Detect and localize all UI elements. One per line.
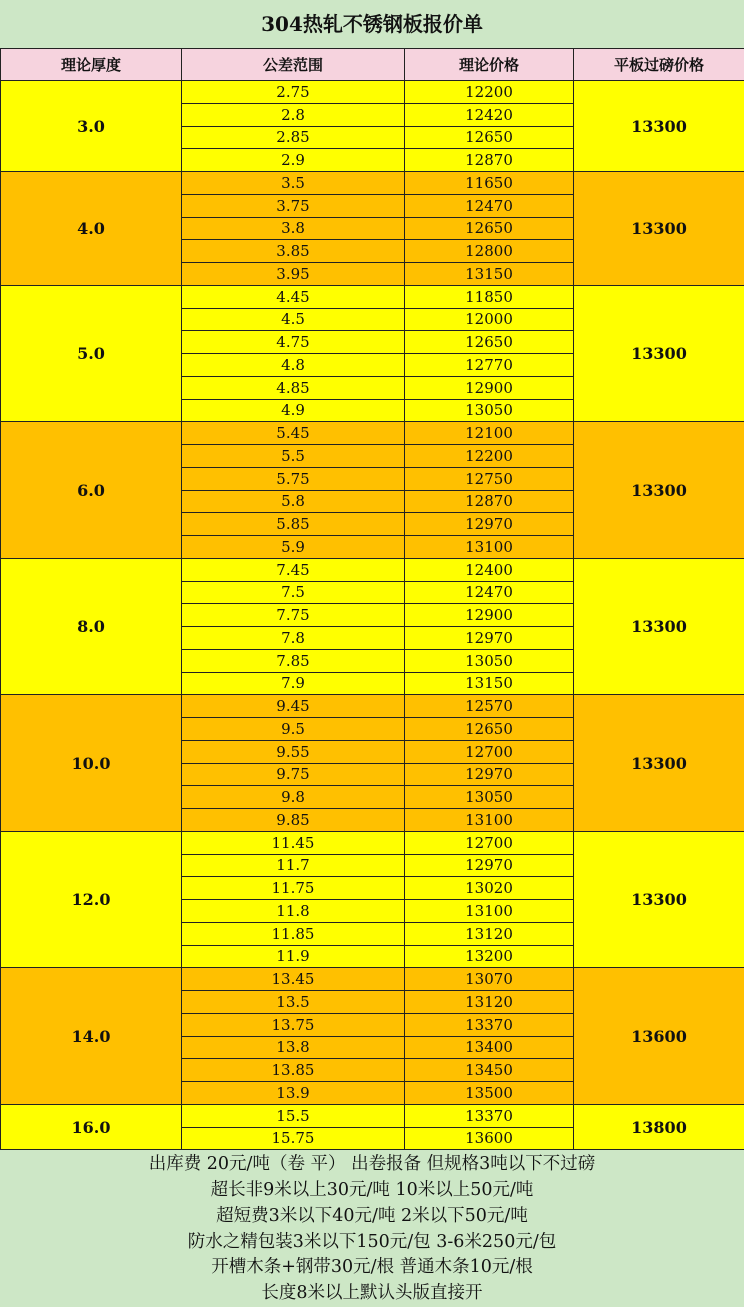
theoretical-price-cell: 12650 bbox=[405, 217, 574, 240]
notes-section bbox=[0, 1150, 744, 1307]
theoretical-price-cell: 12770 bbox=[405, 354, 574, 377]
tolerance-cell: 15.75 bbox=[182, 1127, 405, 1150]
tolerance-cell: 7.5 bbox=[182, 581, 405, 604]
table-row bbox=[1, 558, 744, 581]
theoretical-price-cell: 13070 bbox=[405, 968, 574, 991]
weighed-price-cell: 13300 bbox=[574, 172, 744, 286]
sheet-title: 304热轧不锈钢板报价单 bbox=[0, 0, 744, 48]
theoretical-price-cell: 12570 bbox=[405, 695, 574, 718]
table-row bbox=[1, 968, 744, 991]
tolerance-cell: 3.95 bbox=[182, 263, 405, 286]
tolerance-cell: 3.75 bbox=[182, 194, 405, 217]
thickness-cell: 5.0 bbox=[1, 285, 182, 422]
table-body bbox=[1, 81, 744, 1150]
theoretical-price-cell: 13500 bbox=[405, 1082, 574, 1105]
theoretical-price-cell: 12900 bbox=[405, 604, 574, 627]
tolerance-cell: 5.45 bbox=[182, 422, 405, 445]
theoretical-price-cell: 13370 bbox=[405, 1013, 574, 1036]
tolerance-cell: 11.75 bbox=[182, 877, 405, 900]
thickness-cell: 10.0 bbox=[1, 695, 182, 832]
theoretical-price-cell: 13050 bbox=[405, 786, 574, 809]
theoretical-price-cell: 11850 bbox=[405, 285, 574, 308]
theoretical-price-cell: 12470 bbox=[405, 581, 574, 604]
theoretical-price-cell: 12970 bbox=[405, 854, 574, 877]
theoretical-price-cell: 12650 bbox=[405, 126, 574, 149]
tolerance-cell: 5.85 bbox=[182, 513, 405, 536]
tolerance-cell: 5.5 bbox=[182, 445, 405, 468]
tolerance-cell: 7.8 bbox=[182, 627, 405, 650]
tolerance-cell: 7.9 bbox=[182, 672, 405, 695]
weighed-price-cell: 13300 bbox=[574, 81, 744, 172]
weighed-price-cell: 13800 bbox=[574, 1104, 744, 1150]
tolerance-cell: 4.5 bbox=[182, 308, 405, 331]
tolerance-cell: 9.75 bbox=[182, 763, 405, 786]
theoretical-price-cell: 12870 bbox=[405, 149, 574, 172]
theoretical-price-cell: 13100 bbox=[405, 900, 574, 923]
theoretical-price-cell: 13400 bbox=[405, 1036, 574, 1059]
table-row bbox=[1, 81, 744, 104]
theoretical-price-cell: 12870 bbox=[405, 490, 574, 513]
weighed-price-cell: 13300 bbox=[574, 422, 744, 559]
note-line: 开槽木条+钢带30元/根 普通木条10元/根 bbox=[0, 1255, 744, 1281]
thickness-cell: 12.0 bbox=[1, 831, 182, 968]
weighed-price-cell: 13300 bbox=[574, 558, 744, 695]
note-line: 防水之精包装3米以下150元/包 3-6米250元/包 bbox=[0, 1230, 744, 1256]
tolerance-cell: 4.8 bbox=[182, 354, 405, 377]
tolerance-cell: 3.8 bbox=[182, 217, 405, 240]
tolerance-cell: 4.75 bbox=[182, 331, 405, 354]
price-table bbox=[0, 48, 744, 1150]
note-line: 长度8米以上默认头版直接开 bbox=[0, 1281, 744, 1307]
tolerance-cell: 7.85 bbox=[182, 649, 405, 672]
tolerance-cell: 4.85 bbox=[182, 376, 405, 399]
tolerance-cell: 2.9 bbox=[182, 149, 405, 172]
tolerance-cell: 13.85 bbox=[182, 1059, 405, 1082]
theoretical-price-cell: 12900 bbox=[405, 376, 574, 399]
header-row bbox=[1, 49, 744, 81]
theoretical-price-cell: 12000 bbox=[405, 308, 574, 331]
theoretical-price-cell: 13100 bbox=[405, 809, 574, 832]
tolerance-cell: 15.5 bbox=[182, 1104, 405, 1127]
header-tolerance: 公差范围 bbox=[182, 49, 405, 81]
tolerance-cell: 5.8 bbox=[182, 490, 405, 513]
table-row bbox=[1, 285, 744, 308]
tolerance-cell: 13.9 bbox=[182, 1082, 405, 1105]
header-weighed-price: 平板过磅价格 bbox=[574, 49, 744, 81]
theoretical-price-cell: 13600 bbox=[405, 1127, 574, 1150]
theoretical-price-cell: 12470 bbox=[405, 194, 574, 217]
header-thickness: 理论厚度 bbox=[1, 49, 182, 81]
theoretical-price-cell: 13370 bbox=[405, 1104, 574, 1127]
theoretical-price-cell: 13020 bbox=[405, 877, 574, 900]
theoretical-price-cell: 13100 bbox=[405, 536, 574, 559]
tolerance-cell: 5.9 bbox=[182, 536, 405, 559]
table-row bbox=[1, 831, 744, 854]
thickness-cell: 4.0 bbox=[1, 172, 182, 286]
table-row bbox=[1, 172, 744, 195]
tolerance-cell: 11.7 bbox=[182, 854, 405, 877]
thickness-cell: 8.0 bbox=[1, 558, 182, 695]
header-theoretical-price: 理论价格 bbox=[405, 49, 574, 81]
theoretical-price-cell: 13050 bbox=[405, 399, 574, 422]
thickness-cell: 14.0 bbox=[1, 968, 182, 1105]
thickness-cell: 16.0 bbox=[1, 1104, 182, 1150]
tolerance-cell: 9.85 bbox=[182, 809, 405, 832]
tolerance-cell: 4.9 bbox=[182, 399, 405, 422]
theoretical-price-cell: 12200 bbox=[405, 81, 574, 104]
tolerance-cell: 11.8 bbox=[182, 900, 405, 923]
theoretical-price-cell: 12970 bbox=[405, 763, 574, 786]
thickness-cell: 6.0 bbox=[1, 422, 182, 559]
note-line: 超短费3米以下40元/吨 2米以下50元/吨 bbox=[0, 1204, 744, 1230]
tolerance-cell: 5.75 bbox=[182, 467, 405, 490]
theoretical-price-cell: 12420 bbox=[405, 103, 574, 126]
weighed-price-cell: 13300 bbox=[574, 695, 744, 832]
tolerance-cell: 9.8 bbox=[182, 786, 405, 809]
theoretical-price-cell: 13200 bbox=[405, 945, 574, 968]
theoretical-price-cell: 13450 bbox=[405, 1059, 574, 1082]
table-row bbox=[1, 695, 744, 718]
theoretical-price-cell: 12970 bbox=[405, 627, 574, 650]
tolerance-cell: 3.85 bbox=[182, 240, 405, 263]
weighed-price-cell: 13600 bbox=[574, 968, 744, 1105]
tolerance-cell: 13.75 bbox=[182, 1013, 405, 1036]
table-row bbox=[1, 1104, 744, 1127]
tolerance-cell: 13.45 bbox=[182, 968, 405, 991]
theoretical-price-cell: 12400 bbox=[405, 558, 574, 581]
theoretical-price-cell: 12700 bbox=[405, 831, 574, 854]
theoretical-price-cell: 12650 bbox=[405, 718, 574, 741]
theoretical-price-cell: 13150 bbox=[405, 672, 574, 695]
tolerance-cell: 4.45 bbox=[182, 285, 405, 308]
theoretical-price-cell: 12970 bbox=[405, 513, 574, 536]
weighed-price-cell: 13300 bbox=[574, 285, 744, 422]
note-line: 超长非9米以上30元/吨 10米以上50元/吨 bbox=[0, 1178, 744, 1204]
theoretical-price-cell: 12650 bbox=[405, 331, 574, 354]
theoretical-price-cell: 13120 bbox=[405, 991, 574, 1014]
tolerance-cell: 9.5 bbox=[182, 718, 405, 741]
theoretical-price-cell: 12700 bbox=[405, 740, 574, 763]
theoretical-price-cell: 11650 bbox=[405, 172, 574, 195]
theoretical-price-cell: 12200 bbox=[405, 445, 574, 468]
theoretical-price-cell: 13050 bbox=[405, 649, 574, 672]
theoretical-price-cell: 13150 bbox=[405, 263, 574, 286]
tolerance-cell: 7.45 bbox=[182, 558, 405, 581]
table-row bbox=[1, 422, 744, 445]
theoretical-price-cell: 13120 bbox=[405, 922, 574, 945]
note-line: 出库费 20元/吨（卷 平） 出卷报备 但规格3吨以下不过磅 bbox=[0, 1152, 744, 1178]
theoretical-price-cell: 12100 bbox=[405, 422, 574, 445]
tolerance-cell: 2.8 bbox=[182, 103, 405, 126]
tolerance-cell: 9.45 bbox=[182, 695, 405, 718]
tolerance-cell: 11.85 bbox=[182, 922, 405, 945]
tolerance-cell: 13.8 bbox=[182, 1036, 405, 1059]
tolerance-cell: 3.5 bbox=[182, 172, 405, 195]
thickness-cell: 3.0 bbox=[1, 81, 182, 172]
theoretical-price-cell: 12750 bbox=[405, 467, 574, 490]
tolerance-cell: 11.45 bbox=[182, 831, 405, 854]
tolerance-cell: 9.55 bbox=[182, 740, 405, 763]
tolerance-cell: 11.9 bbox=[182, 945, 405, 968]
theoretical-price-cell: 12800 bbox=[405, 240, 574, 263]
tolerance-cell: 7.75 bbox=[182, 604, 405, 627]
weighed-price-cell: 13300 bbox=[574, 831, 744, 968]
tolerance-cell: 2.75 bbox=[182, 81, 405, 104]
tolerance-cell: 13.5 bbox=[182, 991, 405, 1014]
tolerance-cell: 2.85 bbox=[182, 126, 405, 149]
